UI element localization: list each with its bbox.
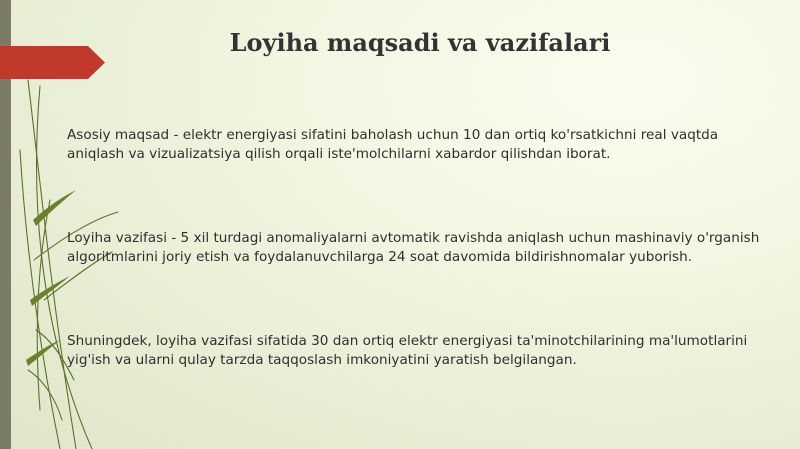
paragraph-main-goal: Asosiy maqsad - elektr energiyasi sifatini baholash uchun 10 dan ortiq ko'rsatkichni real vaqtda aniqlash va vizualizatsiya qilish orqali iste'molchilarni xabardor qilishdan iborat.	[67, 127, 719, 162]
paragraph-project-task: Loyiha vazifasi - 5 xil turdagi anomaliyalarni avtomatik ravishda aniqlash uchun mashinaviy o'rganish algoritmlarini joriy etish va foydalanuvchilarga 24 soat davomida bildirishnomalar yuborish.	[67, 230, 760, 265]
slide-title: Loyiha maqsadi va vazifalari	[229, 28, 611, 57]
paragraph-additional-task: Shuningdek, loyiha vazifasi sifatida 30 dan ortiq elektr energiyasi ta'minotchilarining ma'lumotlarini yig'ish va ularni qulay tarzda taqqoslash imkoniyatini yaratish belgilangan.	[67, 333, 748, 368]
